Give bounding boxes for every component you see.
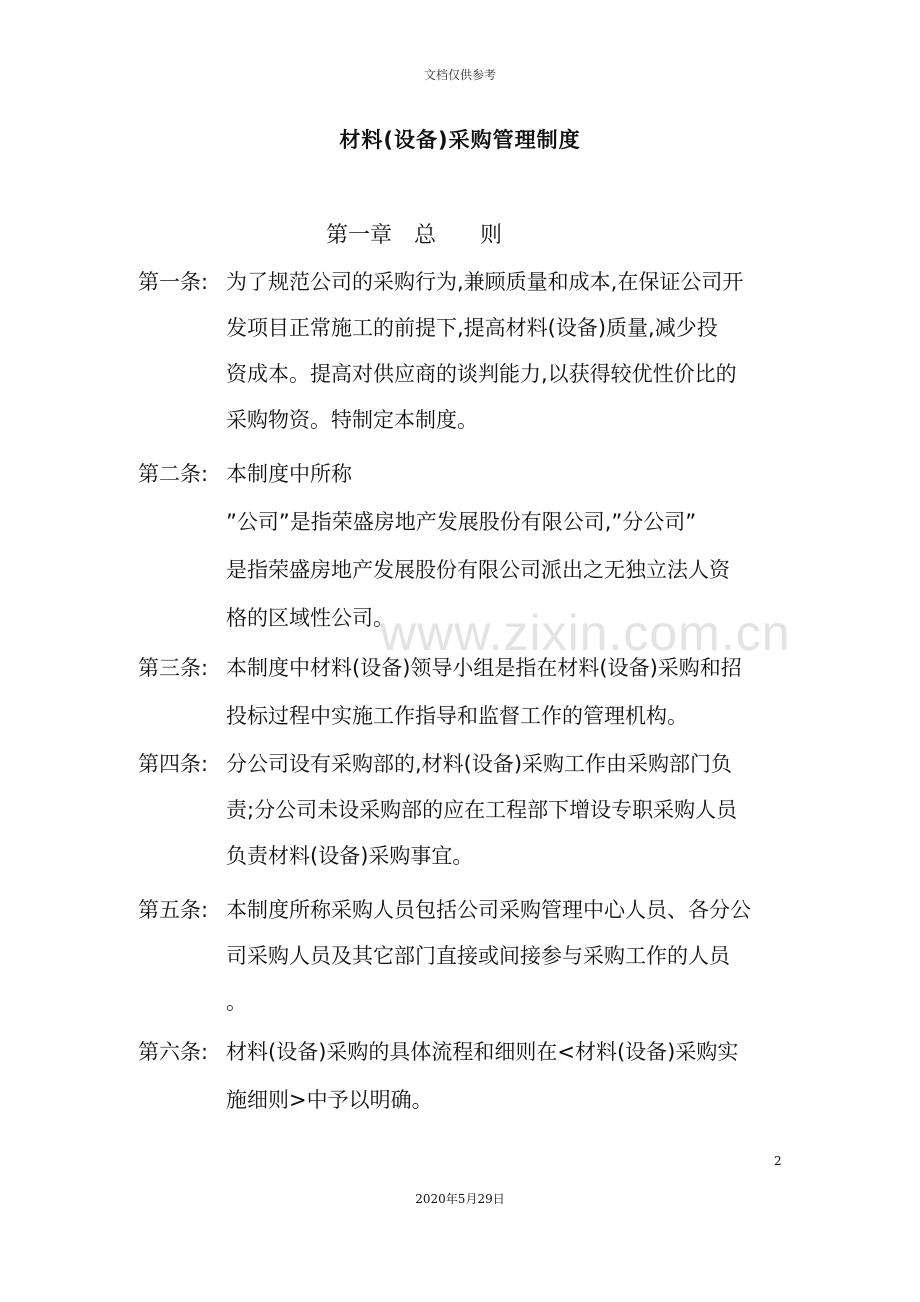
article-line: 负责材料(设备)采购事宜。 xyxy=(226,844,474,868)
article-label: 第六条: xyxy=(138,1040,209,1064)
chapter-heading: 第一章 总 则 xyxy=(326,223,503,248)
article-line: ”公司”是指荣盛房地产发展股份有限公司,”分公司” xyxy=(226,510,697,534)
article-line: 施细则>中予以明确。 xyxy=(226,1088,433,1112)
article-line: 格的区域性公司。 xyxy=(226,606,394,630)
article-line: 为了规范公司的采购行为,兼顾质量和成本,在保证公司开 xyxy=(226,270,744,294)
article-line: 投标过程中实施工作指导和监督工作的管理机构。 xyxy=(226,704,688,728)
article-line: 。 xyxy=(226,990,247,1014)
article-line: 司采购人员及其它部门直接或间接参与采购工作的人员 xyxy=(226,944,730,968)
article-line: 是指荣盛房地产发展股份有限公司派出之无独立法人资 xyxy=(226,558,730,582)
document-title: 材料(设备)采购管理制度 xyxy=(339,128,581,152)
article-line: 分公司设有采购部的,材料(设备)采购工作由采购部门负 xyxy=(226,752,733,776)
page-header: 文档仅供参考 xyxy=(423,68,496,82)
page-number: 2 xyxy=(774,1154,782,1168)
article-label: 第二条: xyxy=(138,462,209,486)
article-line: 资成本。提高对供应商的谈判能力,以获得较优性价比的 xyxy=(226,362,737,386)
article-line: 本制度所称采购人员包括公司采购管理中心人员、各分公 xyxy=(226,898,751,922)
article-label: 第五条: xyxy=(138,898,209,922)
article-line: 本制度中所称 xyxy=(226,462,352,486)
article-line: 责;分公司未设采购部的应在工程部下增设专职采购人员 xyxy=(226,798,738,822)
article-label: 第三条: xyxy=(138,656,209,680)
article-line: 材料(设备)采购的具体流程和细则在<材料(设备)采购实 xyxy=(226,1040,739,1064)
article-label: 第一条: xyxy=(138,270,209,294)
article-line: 发项目正常施工的前提下,提高材料(设备)质量,减少投 xyxy=(226,316,718,340)
article-label: 第四条: xyxy=(138,752,209,776)
footer-date: 2020年5月29日 xyxy=(415,1192,505,1206)
watermark: www.zixin.com.cn xyxy=(380,605,791,661)
article-line: 采购物资。特制定本制度。 xyxy=(226,408,478,432)
article-line: 本制度中材料(设备)领导小组是指在材料(设备)采购和招 xyxy=(226,656,742,680)
